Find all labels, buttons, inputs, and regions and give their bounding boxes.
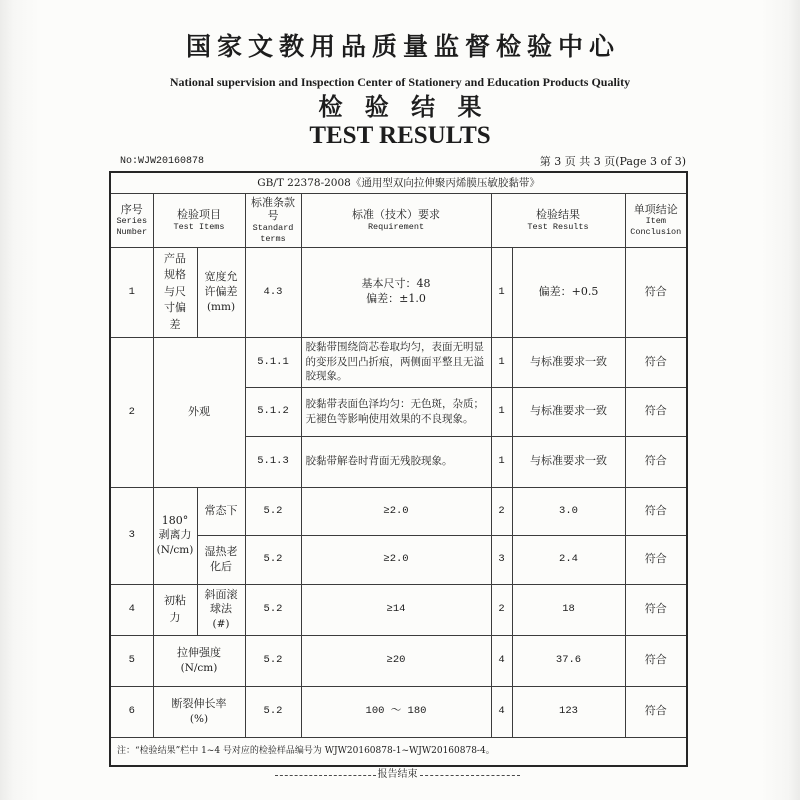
row-5-test-item: [153, 635, 245, 686]
row-4-test-result: 18: [512, 584, 625, 635]
report-end-marker: [275, 768, 520, 782]
institution-title-en: National supervision and Inspection Center of Stationery and Education Products Quality: [169, 75, 631, 89]
col-header-test-results: [491, 193, 625, 247]
row-5-requirement: ≥20: [301, 635, 491, 686]
end-marker-right-rule: [420, 775, 521, 776]
row-1-test-item-label: 产品规格与尺寸偏差: [164, 251, 186, 331]
result-row-2-1: [110, 337, 687, 387]
row-1-test-subitem: [197, 247, 245, 337]
row-6-test-item-unit: (%): [189, 712, 209, 725]
row-6-test-result: 123: [512, 686, 625, 737]
row-1-test-result: 偏差：+0.5: [512, 247, 625, 337]
row-5-sample-number: 4: [491, 635, 512, 686]
row-4-subitem-label: 斜面滚球法: [204, 587, 238, 616]
row-1-subitem-label: 宽度允许偏差: [204, 270, 238, 298]
col-header-standard-terms: [245, 193, 301, 247]
standard-row: [110, 172, 687, 193]
row-6-conclusion: 符合: [625, 686, 687, 737]
page-number: 第 3 页 共 3 页(Page 3 of 3): [539, 155, 686, 168]
row-5-test-item-unit: (N/cm): [180, 661, 218, 674]
institution-title-zh: 国家文教用品质量监督检验中心: [185, 32, 620, 61]
row-4-test-item-label: 初粘力: [164, 594, 186, 624]
row-1-subitem-unit: (mm): [206, 300, 236, 313]
row-2-2-standard-clause: 5.1.2: [245, 387, 301, 436]
row-2-3-standard-clause: 5.1.3: [245, 436, 301, 487]
row-1-sample-number: 1: [491, 247, 512, 337]
row-3-2-standard-clause: 5.2: [245, 535, 301, 584]
row-2-1-test-result: 与标准要求一致: [512, 337, 625, 387]
row-2-1-sample-number: 1: [491, 337, 512, 387]
row-6-sample-number: 4: [491, 686, 512, 737]
row-2-3-conclusion: 符合: [625, 436, 687, 487]
end-marker-left-rule: [275, 775, 376, 776]
row-2-1-requirement: 胶黏带围绕筒芯卷取均匀，表面无明显的变形及凹凸折痕，两侧面平整且无溢胶现象。: [301, 337, 491, 387]
row-4-conclusion: 符合: [625, 584, 687, 635]
col-header-standard-terms-en: Standard terms: [252, 223, 294, 244]
col-header-series-en: Series Number: [116, 216, 148, 237]
row-3-2-conclusion: 符合: [625, 535, 687, 584]
row-2-3-sample-number: 1: [491, 436, 512, 487]
row-3-1-conclusion: 符合: [625, 487, 687, 535]
row-5-test-result: 37.6: [512, 635, 625, 686]
col-header-requirement: [301, 193, 491, 247]
row-3-1-test-subitem: 常态下: [197, 487, 245, 535]
row-4-test-item: [153, 584, 197, 635]
row-6-series-number: 6: [110, 686, 153, 737]
row-3-2-test-subitem: 湿热老化后: [197, 535, 245, 584]
result-row-3-1: [110, 487, 687, 535]
row-2-2-requirement: 胶黏带表面色泽均匀：无色斑，杂质；无褪色等影响使用效果的不良现象。: [301, 387, 491, 436]
row-3-test-item-unit: (N/cm): [156, 544, 194, 557]
col-header-test-items: [153, 193, 245, 247]
col-header-conclusion-en: Item Conclusion: [630, 216, 682, 237]
row-3-1-test-result: 3.0: [512, 487, 625, 535]
col-header-series: [110, 193, 153, 247]
row-2-test-item: 外观: [153, 337, 245, 487]
row-3-2-requirement: ≥2.0: [301, 535, 491, 584]
row-3-test-item-label: 180° 剥离力: [158, 513, 192, 542]
col-header-conclusion-zh: 单项结论: [633, 202, 678, 216]
col-header-series-zh: 序号: [120, 202, 143, 216]
row-1-standard-clause: 4.3: [245, 247, 301, 337]
section-heading-zh: 检 验 结 果: [318, 92, 489, 121]
row-2-2-sample-number: 1: [491, 387, 512, 436]
row-4-subitem-unit: (#): [212, 618, 230, 631]
row-4-standard-clause: 5.2: [245, 584, 301, 635]
result-row-6: [110, 686, 687, 737]
col-header-requirement-en: Requirement: [367, 221, 425, 232]
row-3-test-item: [153, 487, 197, 584]
row-3-1-requirement: ≥2.0: [301, 487, 491, 535]
row-3-1-standard-clause: 5.2: [245, 487, 301, 535]
test-results-table: [109, 171, 688, 767]
col-header-test-items-zh: 检验项目: [177, 207, 221, 221]
row-6-test-item: [153, 686, 245, 737]
result-row-5: [110, 635, 687, 686]
col-header-test-results-en: Test Results: [527, 221, 589, 232]
col-header-test-results-zh: 检验结果: [536, 207, 580, 221]
row-1-conclusion: 符合: [625, 247, 687, 337]
row-2-2-conclusion: 符合: [625, 387, 687, 436]
row-3-series-number: 3: [110, 487, 153, 584]
report-number: No:WJW20160878: [120, 156, 205, 167]
row-4-requirement: ≥14: [301, 584, 491, 635]
row-5-conclusion: 符合: [625, 635, 687, 686]
row-5-series-number: 5: [110, 635, 153, 686]
row-2-1-conclusion: 符合: [625, 337, 687, 387]
row-6-requirement: 100 ～ 180: [301, 686, 491, 737]
row-6-test-item-label: 断裂伸长率: [171, 696, 227, 710]
header-row: [110, 193, 687, 247]
row-3-1-sample-number: 2: [491, 487, 512, 535]
row-1-series-number: 1: [110, 247, 153, 337]
row-1-requirement: [301, 247, 491, 337]
result-row-4: [110, 584, 687, 635]
row-4-sample-number: 2: [491, 584, 512, 635]
row-1-requirement-line-1: 基本尺寸：48: [361, 277, 431, 291]
result-row-3-2: [110, 535, 687, 584]
col-header-requirement-zh: 标准（技术）要求: [352, 207, 440, 221]
row-6-standard-clause: 5.2: [245, 686, 301, 737]
row-2-1-standard-clause: 5.1.1: [245, 337, 301, 387]
row-3-2-sample-number: 3: [491, 535, 512, 584]
row-2-series-number: 2: [110, 337, 153, 487]
row-3-2-test-result: 2.4: [512, 535, 625, 584]
footnote-row: [110, 737, 687, 766]
col-header-conclusion: [625, 193, 687, 247]
row-5-test-item-label: 拉伸强度: [177, 645, 221, 659]
row-1-test-item: [153, 247, 197, 337]
row-1-requirement-line-2: 偏差：±1.0: [366, 292, 426, 305]
section-heading-en: TEST RESULTS: [309, 122, 491, 149]
row-4-test-subitem: [197, 584, 245, 635]
row-4-series-number: 4: [110, 584, 153, 635]
footnote: 注：“检验结果”栏中 1~4 号对应的检验样品编号为 WJW20160878-1~WJW20160878-4。: [110, 737, 687, 766]
standard-title: GB/T 22378-2008《通用型双向拉伸聚丙烯膜压敏胶黏带》: [110, 172, 687, 193]
col-header-test-items-en: Test Items: [173, 221, 225, 232]
row-2-2-test-result: 与标准要求一致: [512, 387, 625, 436]
result-row-1: [110, 247, 687, 337]
end-marker-text: 报告结束: [377, 769, 418, 780]
row-2-3-test-result: 与标准要求一致: [512, 436, 625, 487]
row-5-standard-clause: 5.2: [245, 635, 301, 686]
row-2-3-requirement: 胶黏带解卷时背面无残胶现象。: [301, 436, 491, 487]
col-header-standard-terms-zh: 标准条款号: [251, 195, 295, 223]
